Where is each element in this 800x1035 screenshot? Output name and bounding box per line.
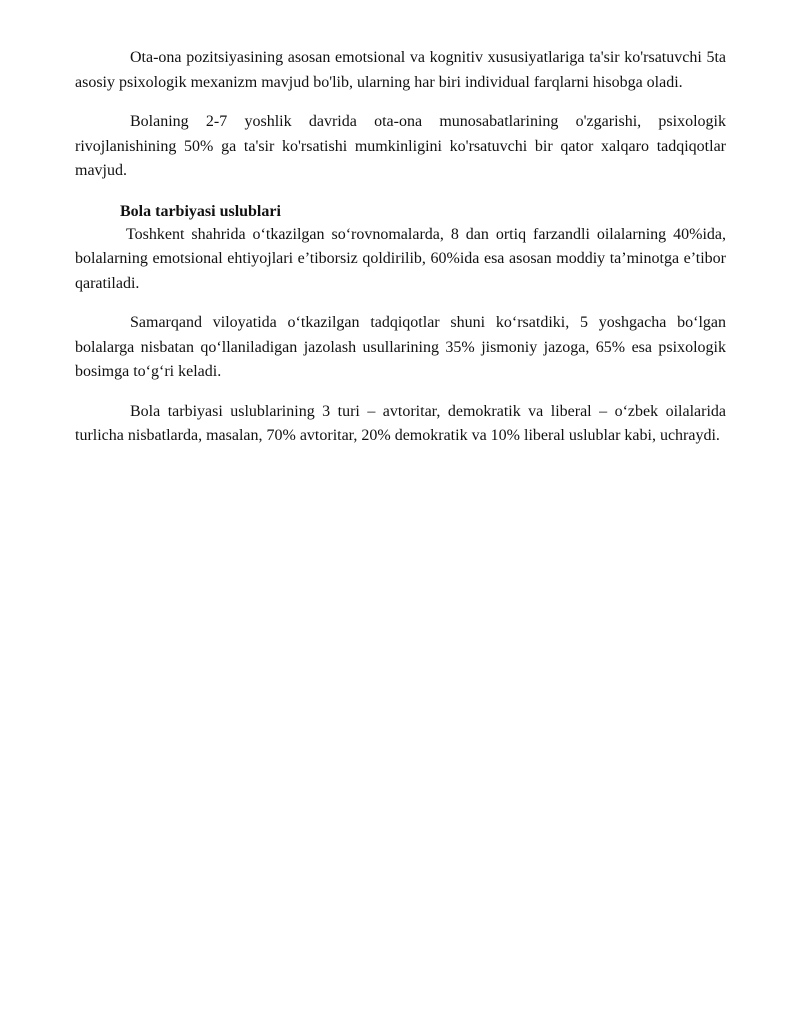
paragraph-parenting-styles: Bola tarbiyasi uslublarining 3 turi – avtoritar, demokratik va liberal – o‘zbek oilalarida turlicha nisbatlarda, masalan, 70% avtoritar, 20% demokratik va 10% liberal uslublar kabi, uchraydi. xyxy=(75,402,726,444)
paragraph-tashkent-survey: Toshkent shahrida o‘tkazilgan so‘rovnomalarda, 8 dan ortiq farzandli oilalarning 40%ida, bolalarning emotsional ehtiyojlari e’tiborsiz qoldirilib, 60%ida esa asosan moddiy ta’minotga e’tibor qaratiladi. xyxy=(75,225,726,292)
document-body xyxy=(75,46,726,449)
paragraph-age-influence: Bolaning 2-7 yoshlik davrida ota-ona munosabatlarining o'zgarishi, psixologik rivojlanishining 50% ga ta'sir ko'rsatishi mumkinligini ko'rsatuvchi bir qator xalqaro tadqiqotlar mavjud. xyxy=(75,113,726,179)
section-heading: Bola tarbiyasi uslublari xyxy=(120,202,281,220)
paragraph-samarkand-research: Samarqand viloyatida o‘tkazilgan tadqiqotlar shuni ko‘rsatdiki, 5 yoshgacha bo‘lgan bolalarga nisbatan qo‘llaniladigan jazolash usullarining 35% jismoniy jazoga, 65% esa psixologik bosimga to‘g‘ri keladi. xyxy=(75,314,726,380)
paragraph-parental-position: Ota-ona pozitsiyasining asosan emotsional va kognitiv xususiyatlariga ta'sir ko'rsatuvchi 5ta asosiy psixologik mexanizm mavjud bo'lib, ularning har biri individual farqlarni hisobga oladi. xyxy=(75,49,726,91)
